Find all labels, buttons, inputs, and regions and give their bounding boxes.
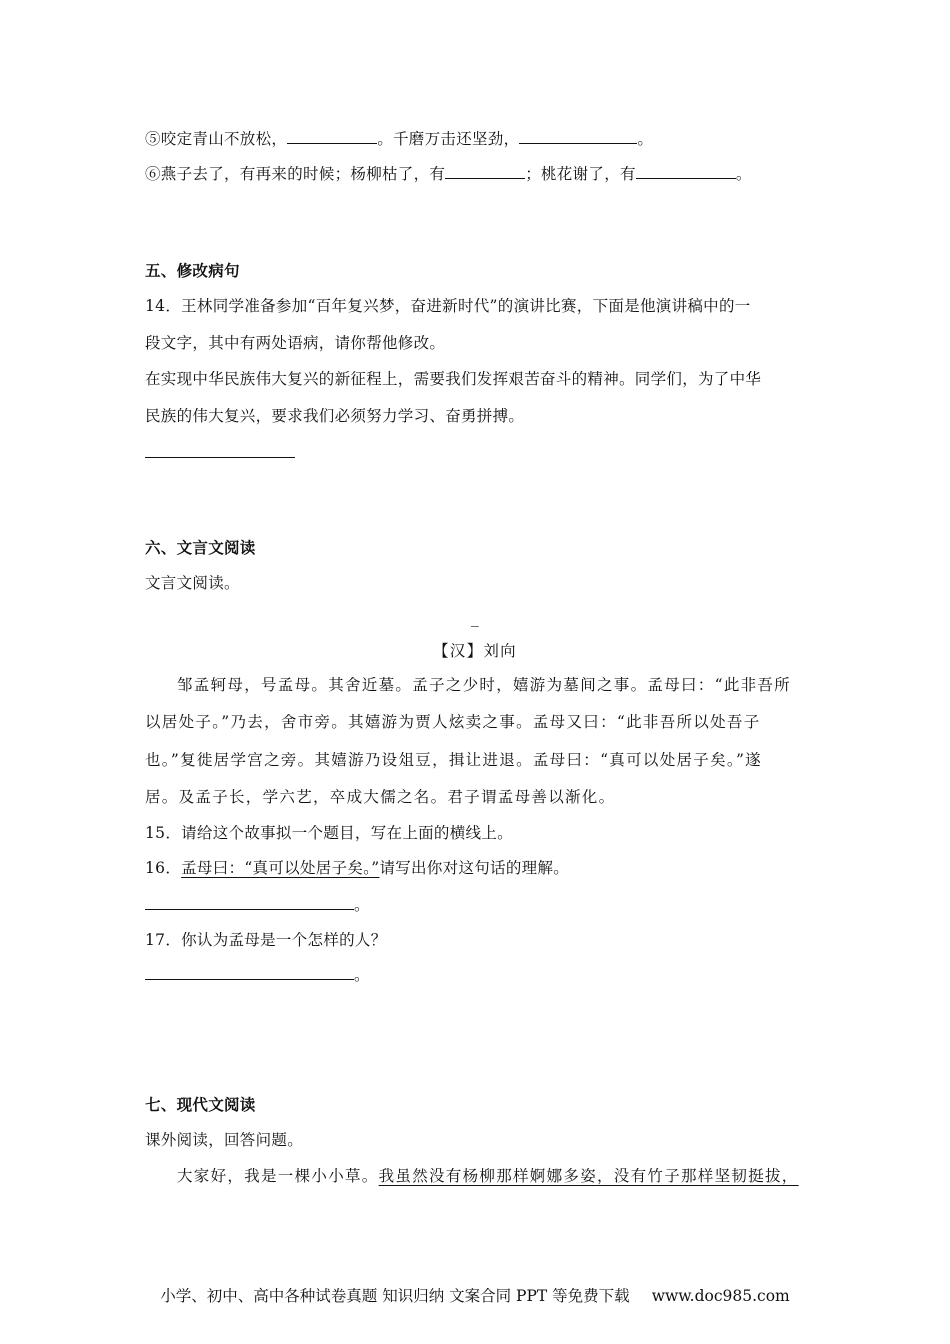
classical-text-line-2: 以居处子。”乃去，舍市旁。其嬉游为贾人炫卖之事。孟母又曰：“此非吾所以处吾子 [145,713,761,731]
item5-text-2: 。千磨万击还坚劲， [377,130,520,148]
footer-text: 小学、初中、高中各种试卷真题 知识归纳 文案合同 PPT 等免费下载 [160,1287,630,1305]
fill-blank-item-5 [145,128,653,150]
page-footer [0,1284,950,1306]
title-blank[interactable]: _ [470,609,480,627]
q16-answer [145,894,370,916]
section-6-intro: 文言文阅读。 [145,574,240,592]
classical-text-line-3: 也。”复徙居学宫之旁。其嬉游乃设俎豆，揖让进退。孟母曰：“真可以处居子矣。”遂 [145,751,762,769]
item6-end: 。 [735,165,752,183]
q16-end: 。 [354,896,370,914]
q17-end: 。 [354,966,370,984]
q16-quote: 孟母曰：“真可以处居子矣。” [181,859,380,877]
section-7-intro: 课外阅读，回答问题。 [145,1131,304,1149]
answer-blank[interactable] [145,894,354,910]
classical-text-line-1: 邹孟轲母，号孟母。其舍近墓。孟子之少时，嬉游为墓间之事。孟母曰：“此非吾所 [177,676,792,694]
answer-blank[interactable] [636,163,736,179]
item6-text-2: ；桃花谢了，有 [525,165,636,183]
item5-text-1: ⑤咬定青山不放松， [145,130,288,148]
q14-line-2: 段文字，其中有两处语病，请你帮他修改。 [145,334,446,352]
modern-text-plain: 大家好，我是一棵小小草。 [177,1167,379,1185]
footer-url[interactable]: www.doc985.com [651,1287,790,1305]
q16-text [145,857,569,879]
passage-line-2: 民族的伟大复兴，要求我们必须努力学习、奋勇拼搏。 [145,407,525,425]
q14-line-1: 14．王林同学准备参加“百年复兴梦，奋进新时代”的演讲比赛，下面是他演讲稿中的一 [145,297,751,315]
section-6-heading: 六、文言文阅读 [145,539,256,557]
q16-number: 16． [145,859,182,877]
item5-end: 。 [637,130,654,148]
passage-line-1: 在实现中华民族伟大复兴的新征程上，需要我们发挥艰苦奋斗的精神。同学们，为了中华 [145,370,762,388]
q15-text: 15．请给这个故事拟一个题目，写在上面的横线上。 [145,824,513,842]
answer-blank[interactable] [287,128,377,144]
item6-text-1: ⑥燕子去了，有再来的时候；杨柳枯了，有 [145,165,446,183]
fill-blank-item-6 [145,163,752,185]
q16-prompt: 请写出你对这句话的理解。 [379,859,570,877]
section-7-heading: 七、现代文阅读 [145,1096,256,1114]
answer-blank[interactable] [445,163,525,179]
modern-text-underlined: 我虽然没有杨柳那样婀娜多姿，没有竹子那样坚韧挺拔， [378,1167,799,1185]
answer-blank[interactable] [145,964,354,980]
section-5-heading: 五、修改病句 [145,262,240,280]
answer-line[interactable] [145,457,295,458]
modern-text-line-1 [177,1165,799,1187]
answer-blank[interactable] [519,128,637,144]
classical-text-line-4: 居。及孟子长，学六艺，卒成大儒之名。君子谓孟母善以渐化。 [145,788,616,806]
author-line: 【汉】刘向 [432,642,517,660]
q17-text: 17．你认为孟母是一个怎样的人？ [145,931,387,949]
q17-answer [145,964,370,986]
